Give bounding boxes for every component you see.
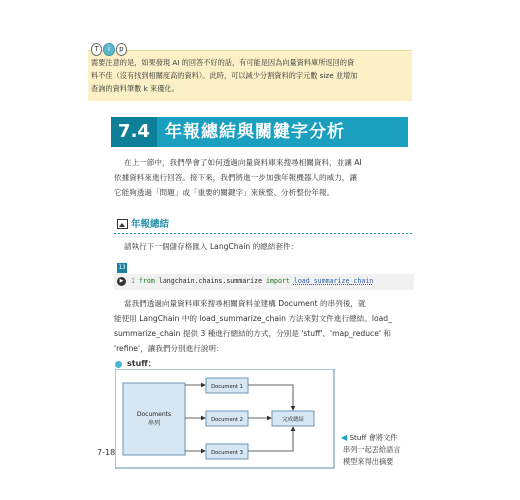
explain-line: 當我們透過向量資料庫來搜尋相關資料並建構 Document 的串列後，就 (124, 299, 366, 308)
tip-text-line: 料不佳（沒有找到相關度高的資料）。此時，可以減少分割資料的字元數 size 並增加 (91, 71, 358, 80)
tip-text-line: 查詢的資料筆數 k 來優化。 (91, 84, 179, 93)
image-icon (117, 219, 128, 229)
intro-line: 它能夠透過「問題」或「重要的關鍵字」來統整、分析整份年報。 (114, 188, 335, 197)
caption-line: 模型來得出摘要 (343, 457, 394, 466)
bullet-label: stuff： (127, 359, 156, 368)
page-number: 7-18 (97, 448, 116, 457)
tip-text-line: 需要注意的是，如果發現 AI 的回答不好的話，有可能是因為向量資料庫所返回的資 (91, 58, 355, 67)
code-module: langchain.chains.summarize (158, 277, 263, 285)
documents-list-label: 串列 (147, 420, 161, 427)
code-line-number: 1 (131, 277, 135, 285)
intro-line: 依據資料來進行回答。接下來，我們將進一步加強年報機器人的威力，讓 (114, 173, 357, 182)
cell-number-badge: 13 (118, 264, 126, 271)
caption-marker-icon: ◀ (341, 433, 348, 442)
explain-line: 'refine'，讓我們分別進行說明： (114, 344, 224, 353)
documents-list-box (123, 383, 185, 455)
document-label: Document 1 (211, 384, 243, 390)
subsection-title: 年報總結 (131, 219, 170, 230)
code-keyword-import: import (266, 277, 290, 285)
tip-badge-t: T (91, 43, 102, 56)
stuff-diagram (115, 369, 335, 469)
bullet-dot (115, 361, 122, 368)
section-number: 7.4 (111, 117, 157, 147)
document-label: Document 3 (211, 450, 243, 456)
tip-badge (91, 43, 127, 56)
document-label: Document 2 (211, 417, 243, 423)
documents-list-label: Documents (136, 411, 172, 418)
run-cell-icon[interactable]: ▶ (117, 277, 126, 286)
code-function-name: load_summarize_chain (293, 277, 374, 285)
subsection-divider (114, 233, 414, 234)
section-title: 年報總結與關鍵字分析 (165, 122, 345, 142)
code-line (131, 277, 373, 285)
tip-badge-i: i (103, 43, 114, 56)
code-keyword-from: from (138, 277, 155, 285)
result-label: 完成總結 (282, 417, 304, 423)
tip-badge-p: p (116, 43, 127, 56)
explain-line: 能使用 LangChain 中的 load_summarize_chain 方法來對文件進行總結。load_ (114, 314, 392, 323)
subsection-body: 請執行下一個儲存格匯入 LangChain 的總結套件： (124, 242, 299, 251)
caption-line (341, 433, 397, 443)
intro-line: 在上一節中，我們學會了如何透過向量資料庫來搜尋相關資料，並讓 AI (124, 158, 362, 167)
caption-text: Stuff 會將文件 (349, 433, 398, 442)
explain-line: summarize_chain 提供 3 種進行總結的方式，分別是 'stuff'、'map_reduce' 和 (114, 329, 391, 338)
caption-line: 串列一起丟給語言 (343, 445, 401, 454)
